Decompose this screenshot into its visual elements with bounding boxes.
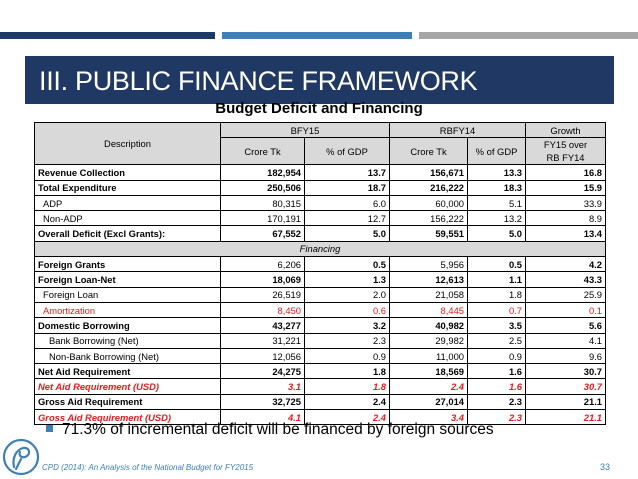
table-row	[35, 211, 606, 226]
cell-pct-gdp-bfy15: 2.3	[305, 333, 390, 348]
cell-crore-tk-rbfy14: 27,014	[390, 394, 468, 409]
table-row	[35, 165, 606, 180]
cell-crore-tk-bfy15: 26,519	[221, 287, 305, 302]
cell-growth: 15.9	[526, 180, 606, 195]
cell-pct-gdp-bfy15: 1.3	[305, 272, 390, 287]
header-crore-tk-rbfy14: Crore Tk	[390, 138, 468, 165]
row-label: Amortization	[35, 302, 221, 317]
table-row	[35, 180, 606, 195]
cell-crore-tk-bfy15: 43,277	[221, 318, 305, 333]
cell-pct-gdp-rbfy14: 2.3	[468, 394, 526, 409]
cell-growth: 21.1	[526, 394, 606, 409]
cell-crore-tk-bfy15: 182,954	[221, 165, 305, 180]
table-row-financing-header	[35, 241, 606, 256]
cell-pct-gdp-bfy15: 2.0	[305, 287, 390, 302]
cell-pct-gdp-rbfy14: 1.8	[468, 287, 526, 302]
table-row	[35, 364, 606, 379]
cell-growth: 25.9	[526, 287, 606, 302]
cell-crore-tk-bfy15: 170,191	[221, 211, 305, 226]
cell-pct-gdp-bfy15: 18.7	[305, 180, 390, 195]
table-title: Budget Deficit and Financing	[215, 100, 423, 117]
cell-pct-gdp-bfy15: 0.6	[305, 302, 390, 317]
cell-crore-tk-rbfy14: 2.4	[390, 379, 468, 394]
table-row	[35, 302, 606, 317]
header-pct-gdp-bfy15: % of GDP	[305, 138, 390, 165]
cell-pct-gdp-bfy15: 6.0	[305, 195, 390, 210]
cell-crore-tk-bfy15: 32,725	[221, 394, 305, 409]
footer-citation: CPD (2014): An Analysis of the National Budget for FY2015	[42, 463, 254, 472]
row-label: Non-ADP	[35, 211, 221, 226]
top-bar-gray	[419, 32, 638, 39]
cell-growth: 9.6	[526, 348, 606, 363]
cell-crore-tk-rbfy14: 11,000	[390, 348, 468, 363]
cell-pct-gdp-rbfy14: 1.1	[468, 272, 526, 287]
header-bfy15: BFY15	[221, 123, 390, 138]
table-row	[35, 348, 606, 363]
table-row	[35, 195, 606, 210]
cell-crore-tk-rbfy14: 12,613	[390, 272, 468, 287]
cell-crore-tk-bfy15: 4.1	[221, 410, 305, 425]
table-row	[35, 257, 606, 272]
bullet-text: 71.3% of incremental deficit will be financed by foreign sources	[62, 421, 494, 438]
cell-crore-tk-bfy15: 67,552	[221, 226, 305, 241]
cell-pct-gdp-rbfy14: 5.1	[468, 195, 526, 210]
cell-pct-gdp-rbfy14: 0.9	[468, 348, 526, 363]
cell-crore-tk-bfy15: 6,206	[221, 257, 305, 272]
header-growth-sub-line2: RB FY14	[546, 152, 585, 164]
row-label: Revenue Collection	[35, 165, 221, 180]
title-banner	[25, 56, 614, 104]
cell-growth: 43.3	[526, 272, 606, 287]
cell-crore-tk-bfy15: 8,450	[221, 302, 305, 317]
top-bar-blue	[222, 32, 412, 39]
cell-crore-tk-bfy15: 24,275	[221, 364, 305, 379]
cell-pct-gdp-rbfy14: 13.2	[468, 211, 526, 226]
row-label: Net Aid Requirement	[35, 364, 221, 379]
cell-crore-tk-rbfy14: 29,982	[390, 333, 468, 348]
cell-crore-tk-rbfy14: 21,058	[390, 287, 468, 302]
table-row	[35, 318, 606, 333]
cell-growth: 21.1	[526, 410, 606, 425]
cell-pct-gdp-rbfy14: 1.6	[468, 379, 526, 394]
cell-growth: 13.4	[526, 226, 606, 241]
cell-pct-gdp-rbfy14: 5.0	[468, 226, 526, 241]
page-number: 33	[599, 462, 610, 472]
slide-title: III. PUBLIC FINANCE FRAMEWORK	[39, 66, 478, 96]
cell-crore-tk-rbfy14: 40,982	[390, 318, 468, 333]
cell-pct-gdp-bfy15: 1.8	[305, 379, 390, 394]
header-rbfy14: RBFY14	[390, 123, 526, 138]
header-crore-tk-bfy15: Crore Tk	[221, 138, 305, 165]
cell-pct-gdp-rbfy14: 2.3	[468, 410, 526, 425]
top-decorative-bars	[0, 0, 638, 40]
cell-pct-gdp-rbfy14: 0.5	[468, 257, 526, 272]
header-growth-sub-line1: FY15 over	[543, 139, 588, 151]
cell-pct-gdp-rbfy14: 13.3	[468, 165, 526, 180]
cell-pct-gdp-rbfy14: 0.7	[468, 302, 526, 317]
cell-crore-tk-bfy15: 250,506	[221, 180, 305, 195]
cell-pct-gdp-bfy15: 1.8	[305, 364, 390, 379]
cell-crore-tk-rbfy14: 156,222	[390, 211, 468, 226]
cell-pct-gdp-bfy15: 3.2	[305, 318, 390, 333]
cell-pct-gdp-bfy15: 5.0	[305, 226, 390, 241]
row-label: Gross Aid Requirement (USD)	[35, 410, 221, 425]
cell-pct-gdp-bfy15: 0.5	[305, 257, 390, 272]
header-pct-gdp-rbfy14: % of GDP	[468, 138, 526, 165]
cell-growth: 4.2	[526, 257, 606, 272]
table-row	[35, 287, 606, 302]
cell-growth: 33.9	[526, 195, 606, 210]
cell-pct-gdp-bfy15: 13.7	[305, 165, 390, 180]
cell-crore-tk-bfy15: 12,056	[221, 348, 305, 363]
cell-pct-gdp-bfy15: 0.9	[305, 348, 390, 363]
budget-deficit-table	[34, 122, 606, 425]
cell-crore-tk-bfy15: 80,315	[221, 195, 305, 210]
cell-crore-tk-rbfy14: 156,671	[390, 165, 468, 180]
header-growth-sub	[526, 138, 606, 165]
cell-crore-tk-rbfy14: 59,551	[390, 226, 468, 241]
header-growth: Growth	[526, 123, 606, 138]
row-label: Total Expenditure	[35, 180, 221, 195]
bullet-point	[46, 421, 494, 439]
cell-pct-gdp-rbfy14: 3.5	[468, 318, 526, 333]
cell-pct-gdp-bfy15: 2.4	[305, 410, 390, 425]
cell-growth: 16.8	[526, 165, 606, 180]
cell-crore-tk-rbfy14: 3.4	[390, 410, 468, 425]
row-label: Domestic Borrowing	[35, 318, 221, 333]
cell-growth: 30.7	[526, 379, 606, 394]
header-description: Description	[35, 123, 221, 165]
cell-growth: 8.9	[526, 211, 606, 226]
budget-table-container	[34, 122, 605, 425]
cpd-logo-icon	[2, 438, 40, 476]
row-label: Net Aid Requirement (USD)	[35, 379, 221, 394]
cell-crore-tk-rbfy14: 18,569	[390, 364, 468, 379]
financing-section-label: Financing	[35, 241, 606, 256]
cell-pct-gdp-bfy15: 12.7	[305, 211, 390, 226]
table-row	[35, 379, 606, 394]
cell-growth: 30.7	[526, 364, 606, 379]
cell-crore-tk-bfy15: 3.1	[221, 379, 305, 394]
cell-crore-tk-bfy15: 31,221	[221, 333, 305, 348]
cell-crore-tk-bfy15: 18,069	[221, 272, 305, 287]
cell-crore-tk-rbfy14: 8,445	[390, 302, 468, 317]
row-label: Gross Aid Requirement	[35, 394, 221, 409]
row-label: Foreign Loan	[35, 287, 221, 302]
table-row	[35, 333, 606, 348]
row-label: Overall Deficit (Excl Grants):	[35, 226, 221, 241]
cell-crore-tk-rbfy14: 5,956	[390, 257, 468, 272]
row-label: Foreign Grants	[35, 257, 221, 272]
cell-pct-gdp-bfy15: 2.4	[305, 394, 390, 409]
cell-pct-gdp-rbfy14: 1.6	[468, 364, 526, 379]
cell-crore-tk-rbfy14: 60,000	[390, 195, 468, 210]
row-label: Bank Borrowing (Net)	[35, 333, 221, 348]
row-label: Foreign Loan-Net	[35, 272, 221, 287]
table-row	[35, 226, 606, 241]
table-row	[35, 394, 606, 409]
cell-pct-gdp-rbfy14: 18.3	[468, 180, 526, 195]
cell-growth: 0.1	[526, 302, 606, 317]
top-bar-navy	[0, 32, 215, 39]
cell-crore-tk-rbfy14: 216,222	[390, 180, 468, 195]
bullet-square-icon	[46, 425, 53, 432]
row-label: Non-Bank Borrowing (Net)	[35, 348, 221, 363]
cell-growth: 4.1	[526, 333, 606, 348]
table-row	[35, 272, 606, 287]
cell-growth: 5.6	[526, 318, 606, 333]
cell-pct-gdp-rbfy14: 2.5	[468, 333, 526, 348]
row-label: ADP	[35, 195, 221, 210]
